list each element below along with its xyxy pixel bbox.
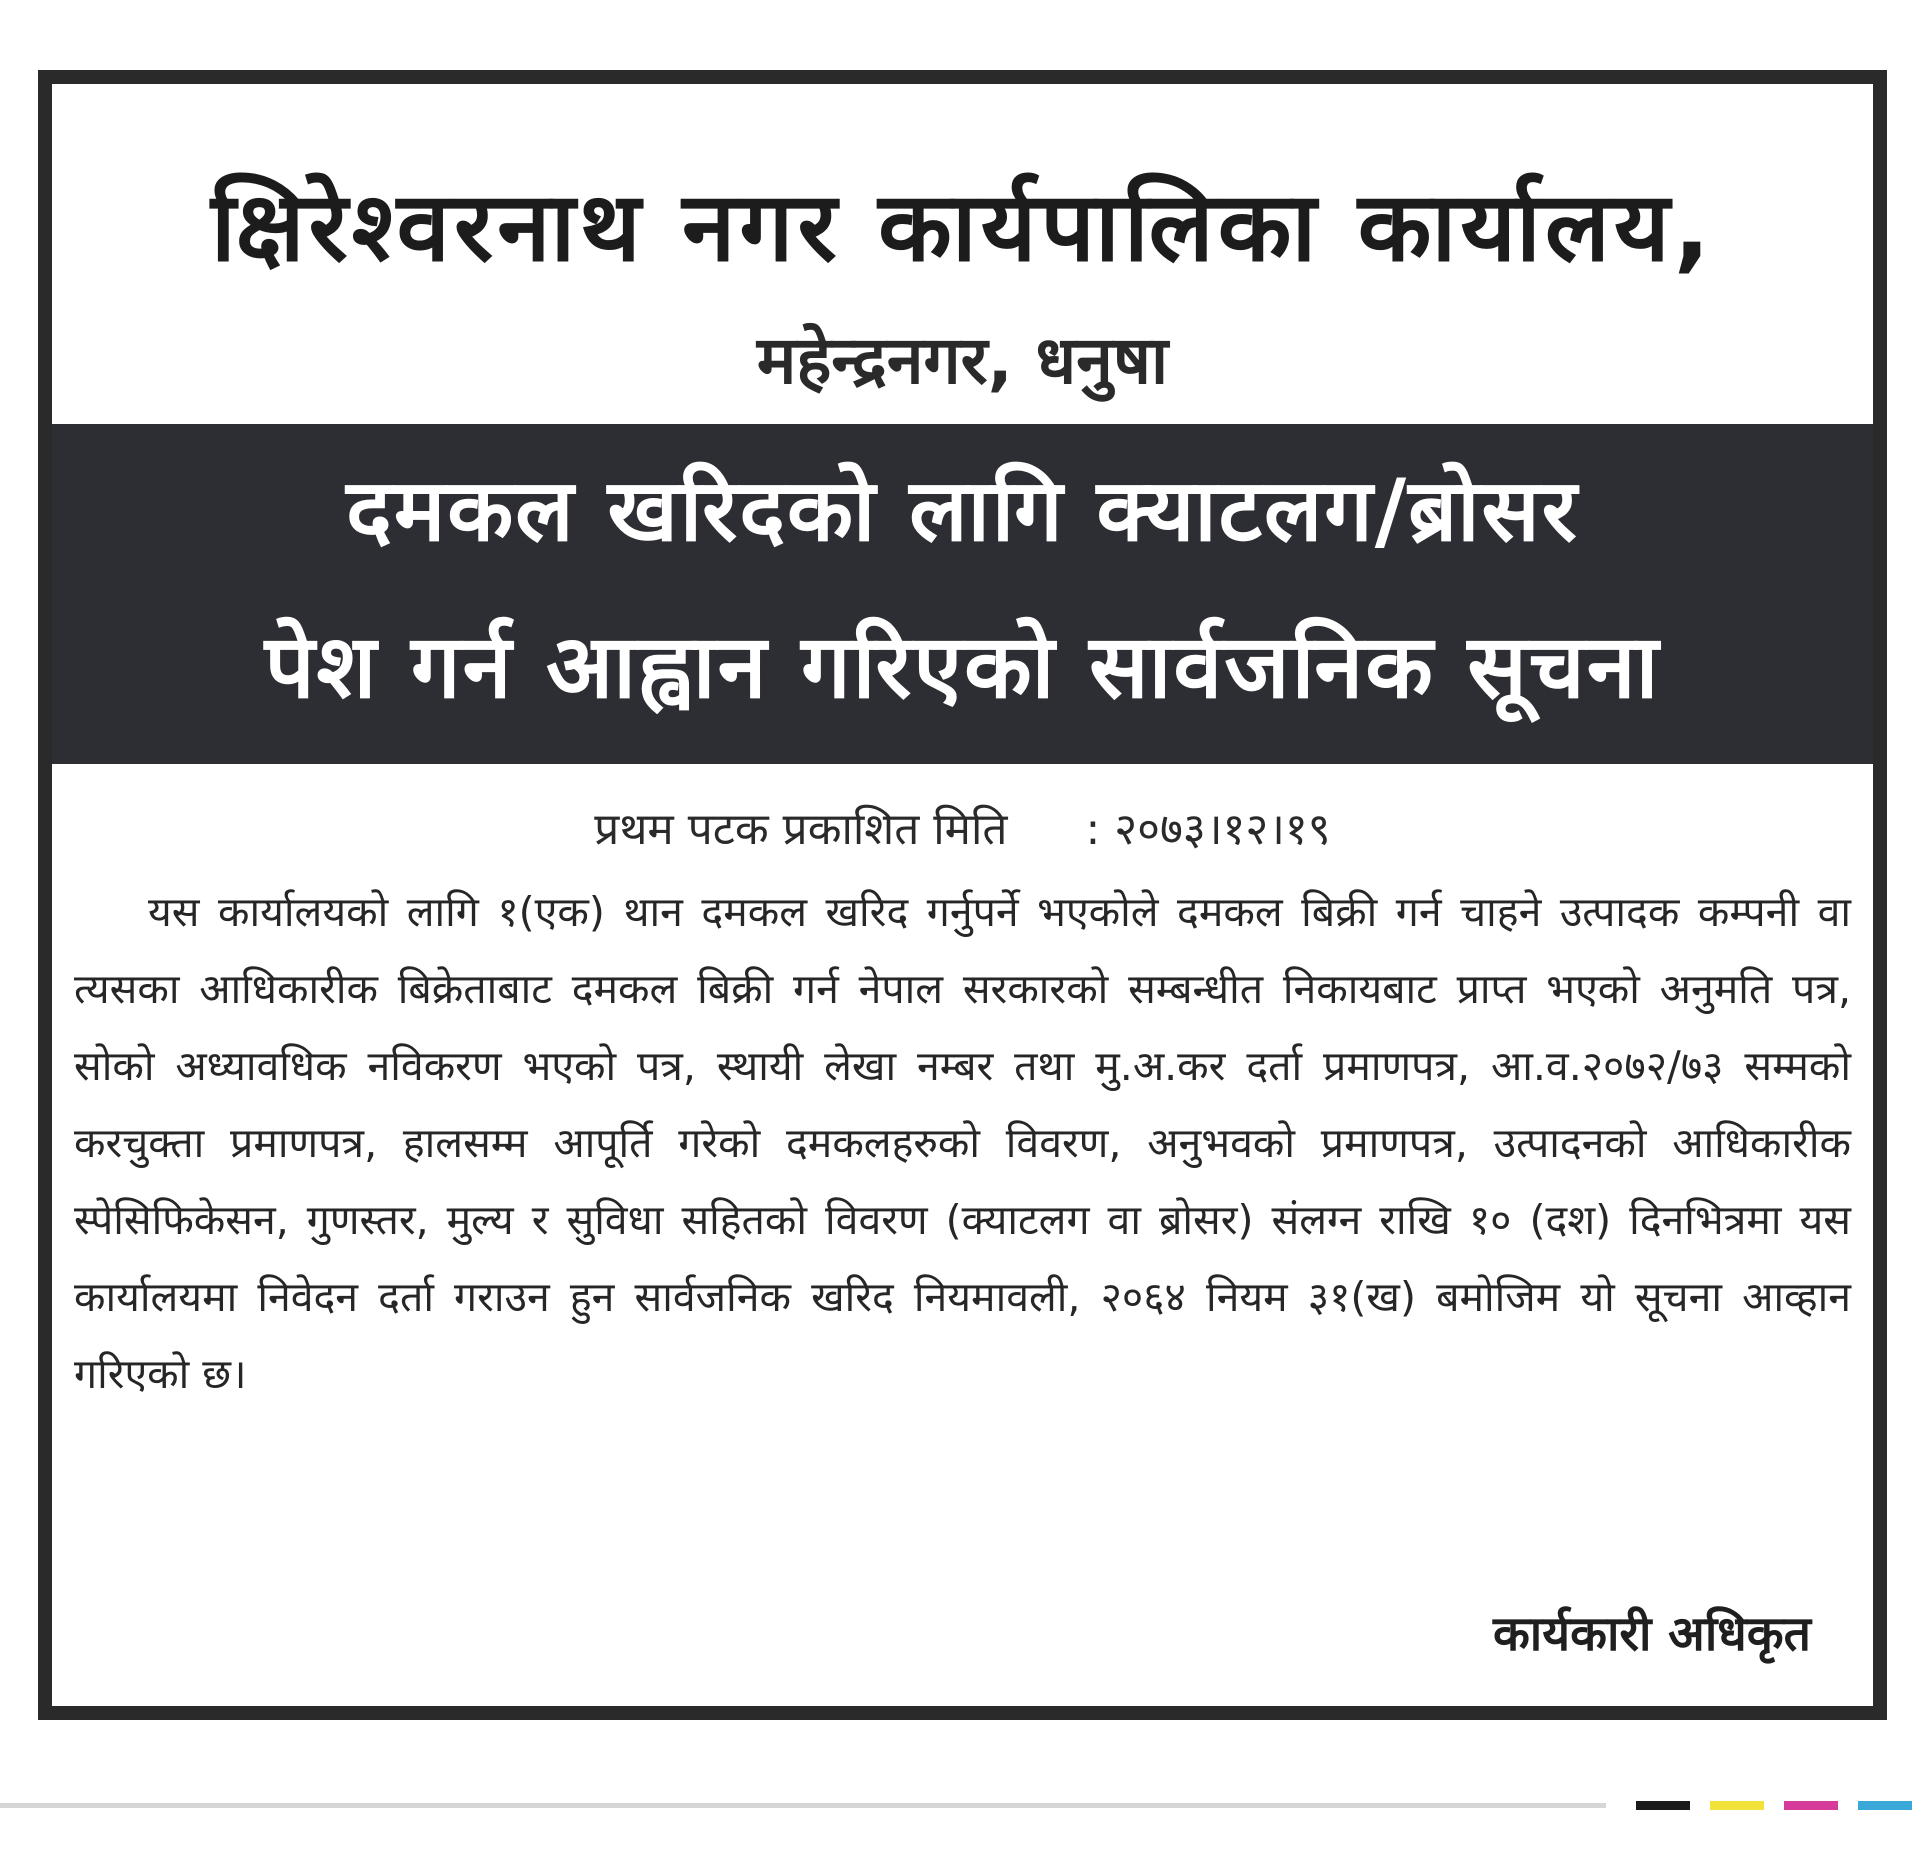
page-bottom-rule [0, 1803, 1606, 1808]
notice-body: यस कार्यालयको लागि १(एक) थान दमकल खरिद गर्नुपर्ने भएकोले दमकल बिक्री गर्न चाहने उत्पादक कम्पनी वा त्यसका आधिकारीक बिक्रेताबाट दमकल बिक्री गर्न नेपाल सरकारको सम्बन्धीत निकायबाट प्राप्त भएको अनुमति पत्र, सोको अध्यावधिक नविकरण भएको पत्र, स्थायी लेखा नम्बर तथा मु.अ.कर दर्ता प्रमाणपत्र, आ.व.२०७२/७३ सम्मको करचुक्ता प्रमाणपत्र, हालसम्म आपूर्ति गरेको दमकलहरुको विवरण, अनुभवको प्रमाणपत्र, उत्पादनको आधिकारीक स्पेसिफिकेसन, गुणस्तर, मुल्य र सुविधा सहितको विवरण (क्याटलग वा ब्रोसर) संलग्न राखि १० (दश) दिनभित्रमा यस कार्यालयमा निवेदन दर्ता गराउन हुन सार्वजनिक खरिद नियमावली, २०६४ नियम ३१(ख) बमोजिम यो सूचना आव्हान गरिएको छ। [74, 888, 1851, 1398]
publication-date-value: २०७३।१२।१९ [1114, 804, 1331, 855]
registration-mark-magenta [1784, 1801, 1838, 1810]
notice-title-line-2: पेश गर्न आह्वान गरिएको सार्वजनिक सूचना [264, 615, 1661, 718]
publication-date-label: प्रथम पटक प्रकाशित मिति [594, 804, 1008, 855]
office-name: क्षिरेश्वरनाथ नगर कार्यपालिका कार्यालय, [210, 171, 1715, 283]
registration-mark-cyan [1858, 1801, 1912, 1810]
publication-date-line [52, 800, 1873, 860]
office-header [52, 84, 1873, 424]
signatory: कार्यकारी अधिकृत [1492, 1606, 1811, 1662]
notice-frame [38, 70, 1887, 1720]
publication-date-separator: : [1085, 804, 1101, 855]
notice-title-band [52, 424, 1873, 764]
registration-mark-black [1636, 1801, 1690, 1810]
office-location: महेन्द्रनगर, धनुषा [756, 322, 1169, 399]
notice-title-line-1: दमकल खरिदको लागि क्याटलग/ब्रोसर [346, 461, 1579, 561]
registration-mark-yellow [1710, 1801, 1764, 1810]
